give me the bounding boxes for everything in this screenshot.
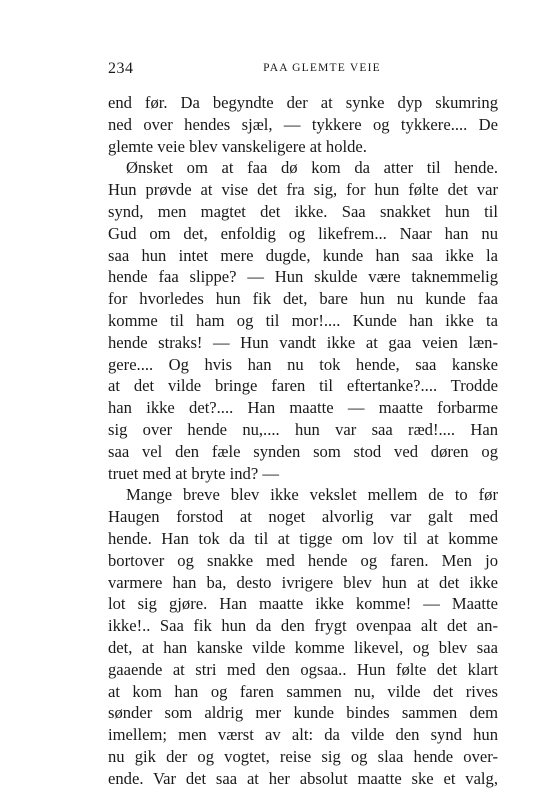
text-line: for hvorledes hun fik det, bare hun nu kunde faa (108, 289, 498, 309)
text-line: han ikke det?.... Han maatte — maatte forbarme (108, 398, 498, 418)
text-line: at det vilde bringe faren til eftertanke?.... Trodde (108, 376, 498, 396)
text-line: gaaende at stri med den ogsaa.. Hun følte det klart (108, 659, 498, 679)
text-line: saa vel den fæle synden som stod ved døren og (108, 441, 498, 461)
text-line: sig over hende nu,.... hun var saa ræd!.... Han (108, 419, 498, 439)
text-line: nu gik der og vogtet, reise sig og slaa hende over- (108, 746, 498, 766)
text-line: hende straks! — Hun vandt ikke at gaa veien læn- (108, 332, 498, 352)
text-line: varmere han ba, desto ivrigere blev hun at det ikke (108, 572, 498, 592)
text-line: hende faa slippe? — Hun skulde være taknemmelig (108, 267, 498, 287)
text-line: at kom han og faren sammen nu, vilde det rives (108, 681, 498, 701)
text-line: truet med at bryte ind? — (108, 463, 279, 483)
text-line: ikke!.. Saa fik hun da den frygt ovenpaa alt det an- (108, 616, 498, 636)
text-line: sønder som aldrig mer kunde bindes sammen dem (108, 703, 498, 723)
text-line: det, at han kanske vilde komme likevel, og blev saa (108, 637, 498, 657)
text-line: bortover og snakke med hende og faren. Men jo (108, 550, 498, 570)
text-line: Ønsket om at faa dø kom da atter til hende. (126, 158, 498, 178)
text-line: lot sig gjøre. Han maatte ikke komme! — Maatte (108, 594, 498, 614)
running-head: PAA GLEMTE VEIE (263, 62, 381, 74)
text-line: Mange breve blev ikke vekslet mellem de to før (126, 485, 498, 505)
text-line: saa hun intet mere dugde, kunde han saa ikke la (108, 245, 498, 265)
text-line: gere.... Og hvis han nu tok hende, saa kanske (108, 354, 498, 374)
text-line: end før. Da begyndte der at synke dyp skumring (108, 93, 498, 112)
text-line: komme til ham og til mor!.... Kunde han ikke ta (108, 310, 498, 330)
text-line: Haugen forstod at noget alvorlig var galt med (108, 507, 498, 527)
text-line: imellem; men værst av alt: da vilde den synd hun (108, 725, 498, 745)
text-line: ned over hendes sjæl, — tykkere og tykkere.... De (108, 114, 498, 134)
text-line: synd, men magtet det ikke. Saa snakket hun til (108, 201, 498, 221)
text-line: ende. Var det saa at her absolut maatte ske et valg, (108, 768, 498, 788)
page-header (108, 60, 498, 80)
text-line: Hun prøvde at vise det fra sig, for hun følte det var (108, 180, 498, 200)
page-number: 234 (108, 60, 134, 77)
text-line: glemte veie blev vanskeligere at holde. (108, 136, 367, 156)
text-line: hende. Han tok da til at tigge om lov til at komme (108, 528, 498, 548)
body-text (108, 92, 498, 790)
text-line: Gud om det, enfoldig og likefrem... Naar han nu (108, 223, 498, 243)
